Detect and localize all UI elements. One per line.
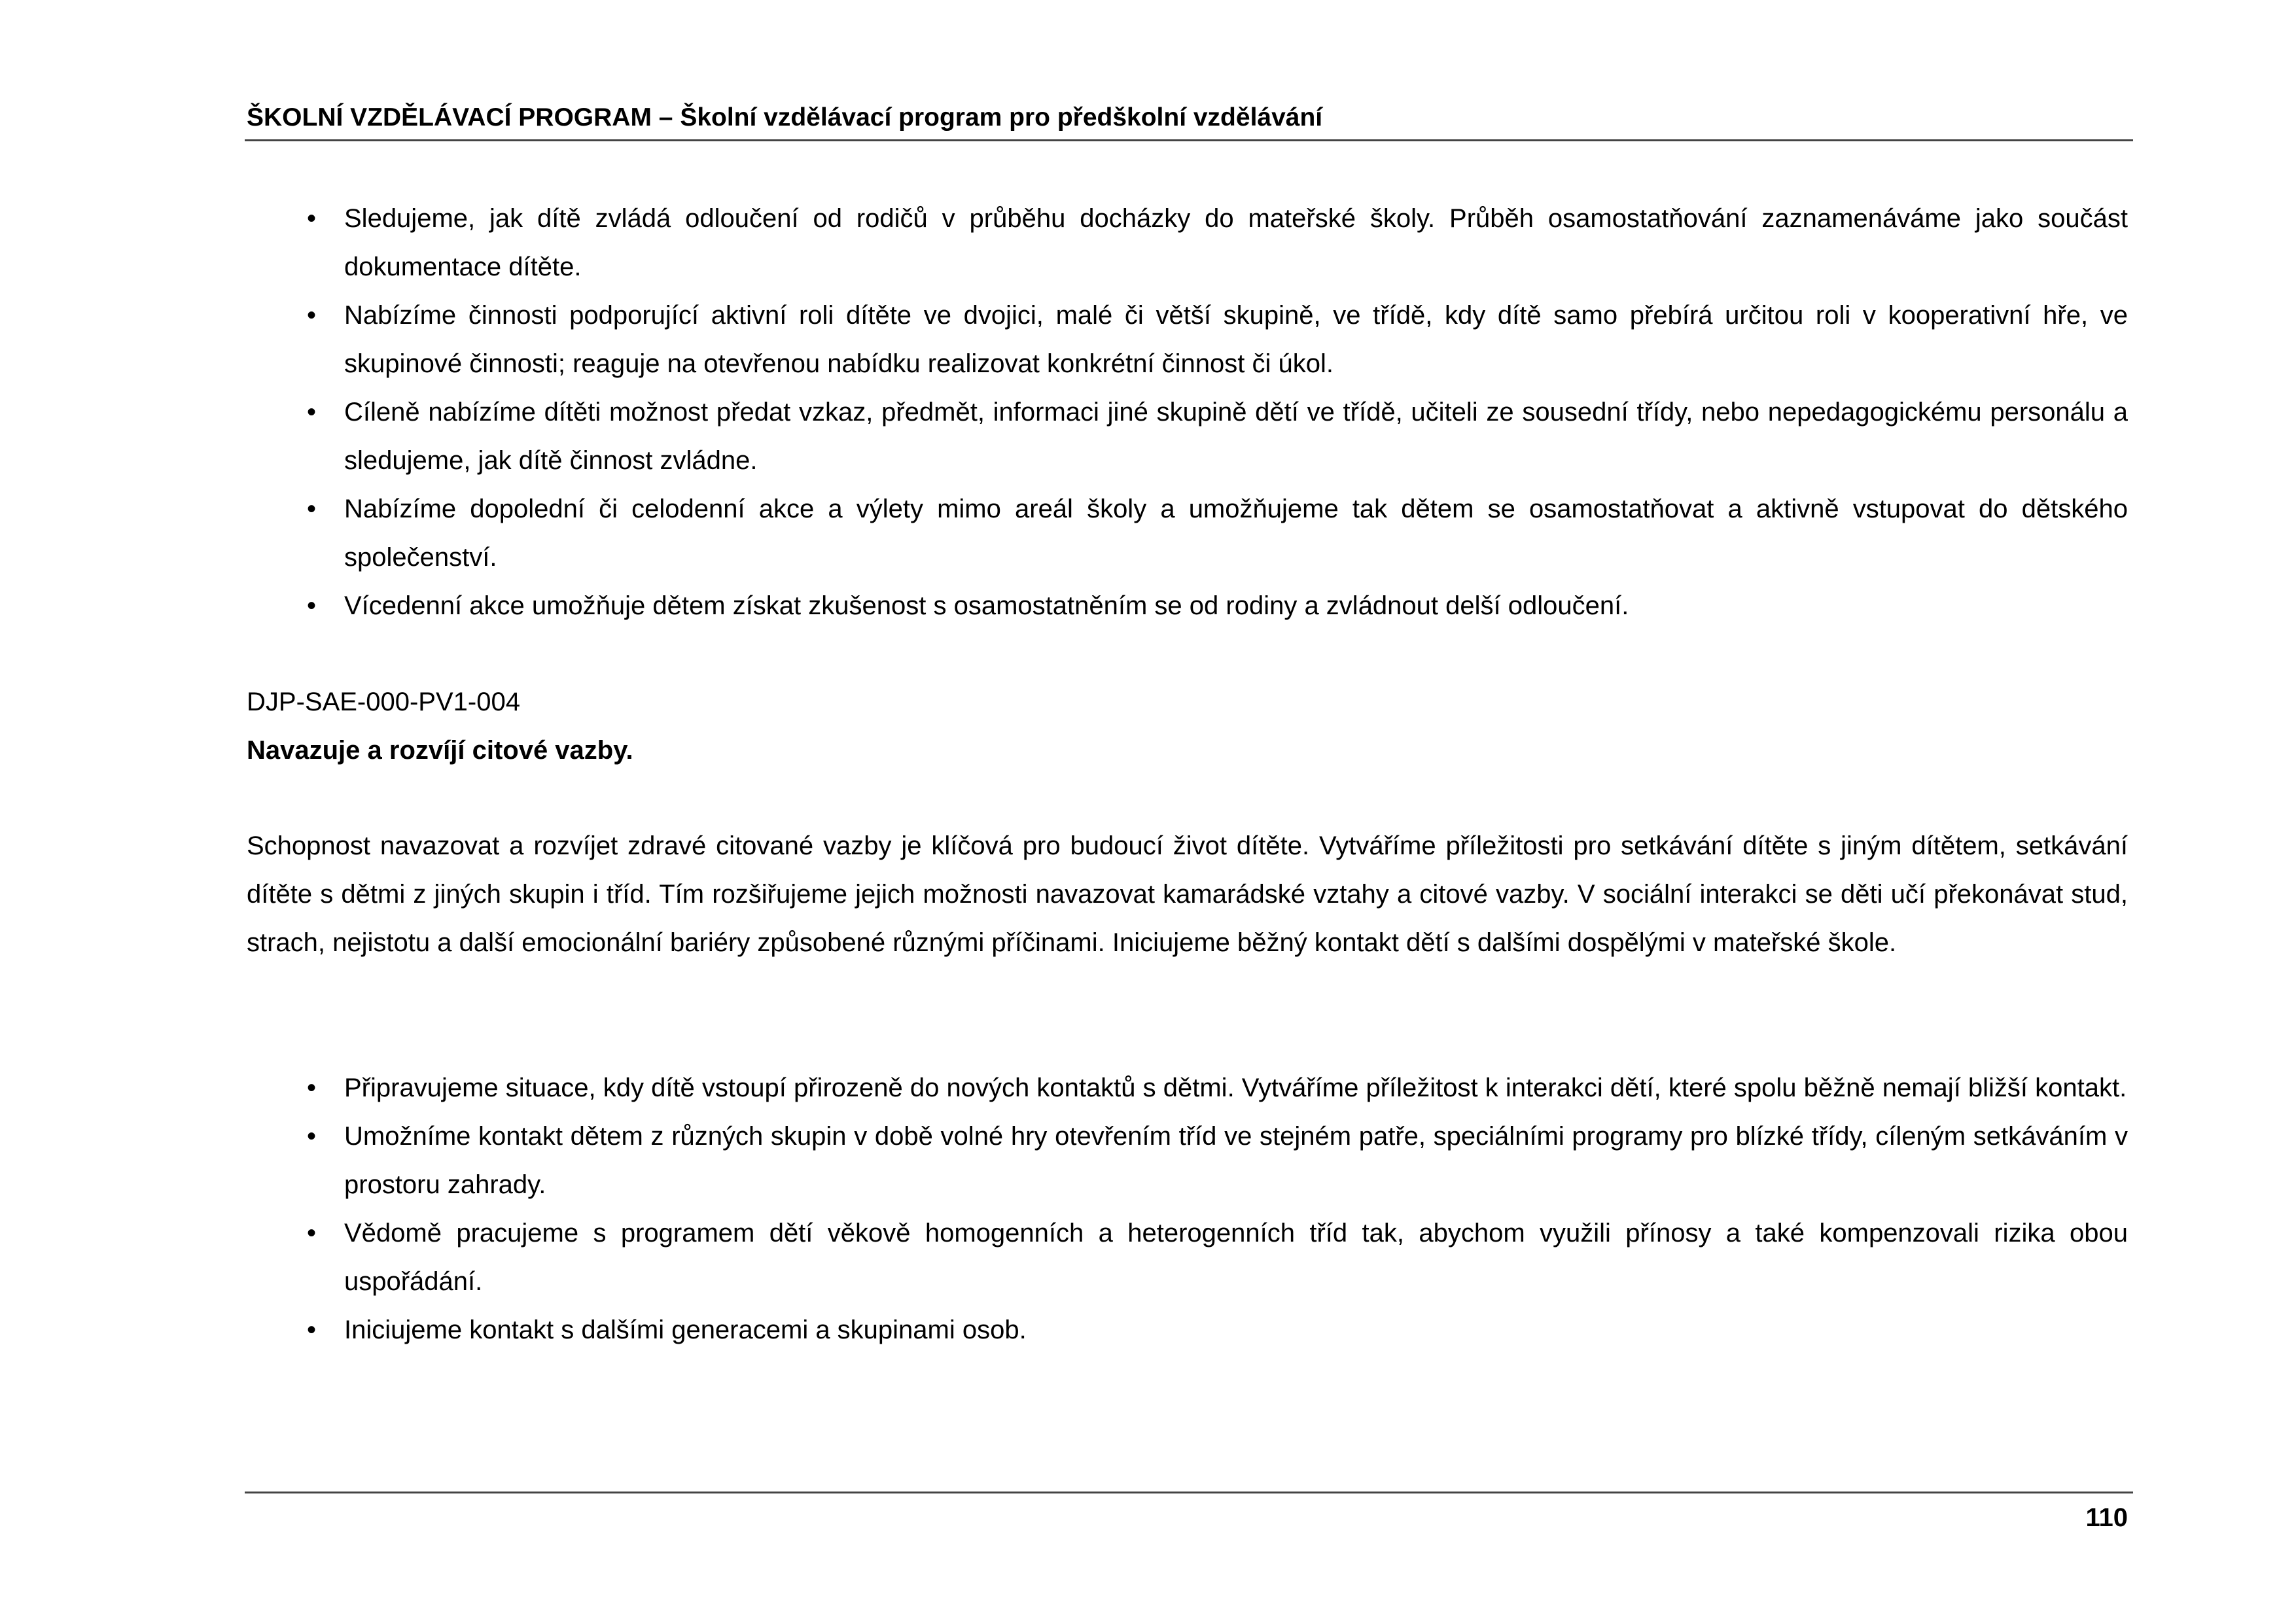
list-item-text: Vícedenní akce umožňuje dětem získat zkušenost s osamostatněním se od rodiny a zvládnout delší odloučení.: [344, 591, 1629, 620]
list-item-text: Umožníme kontakt dětem z různých skupin v době volné hry otevřením tříd ve stejném patře, speciálními programy pro blízké třídy, cíleným setkáváním v prostoru zahrady.: [344, 1122, 2128, 1199]
bullet-list-independence: [306, 194, 2128, 630]
list-item: [306, 194, 2128, 291]
list-item: [306, 1209, 2128, 1306]
list-item: [306, 291, 2128, 388]
list-item-text: Sledujeme, jak dítě zvládá odloučení od rodičů v průběhu docházky do mateřské školy. Průběh osamostatňování zaznamenáváme jako součást dokumentace dítěte.: [344, 204, 2128, 281]
bullet-icon: •: [306, 1122, 316, 1151]
list-item-text: Cíleně nabízíme dítěti možnost předat vzkaz, předmět, informaci jiné skupině dětí ve třídě, učiteli ze sousední třídy, nebo nepedagogickému personálu a sledujeme, jak dítě činnost zvládne.: [344, 398, 2128, 475]
page-number: 110: [2085, 1503, 2128, 1532]
section-title: Navazuje a rozvíjí citové vazby.: [247, 736, 633, 765]
bullet-icon: •: [306, 1219, 316, 1248]
list-item: [306, 1306, 2128, 1354]
list-item: [306, 1064, 2128, 1112]
list-item-text: Vědomě pracujeme s programem dětí věkově homogenních a heterogenních tříd tak, abychom využili přínosy a také kompenzovali rizika obou uspořádání.: [344, 1219, 2128, 1296]
bullet-list-emotional-bonds: [306, 1064, 2128, 1354]
list-item-text: Připravujeme situace, kdy dítě vstoupí přirozeně do nových kontaktů s dětmi. Vytváříme příležitost k interakci dětí, které spolu běžně nemají bližší kontakt.: [344, 1073, 2127, 1102]
page-header-title: ŠKOLNÍ VZDĚLÁVACÍ PROGRAM – Školní vzdělávací program pro předškolní vzdělávání: [247, 103, 1323, 131]
bullet-icon: •: [306, 495, 316, 523]
bullet-icon: •: [306, 1073, 316, 1102]
section-code: DJP-SAE-000-PV1-004: [247, 688, 520, 716]
list-item: [306, 388, 2128, 485]
list-item-text: Iniciujeme kontakt s dalšími generacemi a skupinami osob.: [344, 1316, 1027, 1344]
bullet-icon: •: [306, 1316, 316, 1344]
bullet-icon: •: [306, 591, 316, 620]
list-item: [306, 1112, 2128, 1209]
list-item-text: Nabízíme dopolední či celodenní akce a výlety mimo areál školy a umožňujeme tak dětem se osamostatňovat a aktivně vstupovat do dětského společenství.: [344, 495, 2128, 572]
list-item: [306, 582, 2128, 630]
bullet-icon: •: [306, 398, 316, 427]
list-item-text: Nabízíme činnosti podporující aktivní roli dítěte ve dvojici, malé či větší skupině, ve třídě, kdy dítě samo přebírá určitou roli v kooperativní hře, ve skupinové činnosti; reaguje na otevřenou nabídku realizovat konkrétní činnost či úkol.: [344, 301, 2128, 378]
bullet-icon: •: [306, 204, 316, 233]
header-divider: [245, 139, 2133, 141]
bullet-icon: •: [306, 301, 316, 330]
footer-divider: [245, 1492, 2133, 1493]
list-item: [306, 485, 2128, 582]
section-paragraph: Schopnost navazovat a rozvíjet zdravé citované vazby je klíčová pro budoucí život dítěte. Vytváříme příležitosti pro setkávání dítěte s jiným dítětem, setkávání dítěte s dětmi z jiných skupin i tříd. Tím rozšiřujeme jejich možnosti navazovat kamarádské vztahy a citové vazby. V sociální interakci se děti učí překonávat stud, strach, nejistotu a další emocionální bariéry způsobené různými příčinami. Iniciujeme běžný kontakt dětí s dalšími dospělými v mateřské škole.: [247, 831, 2128, 957]
